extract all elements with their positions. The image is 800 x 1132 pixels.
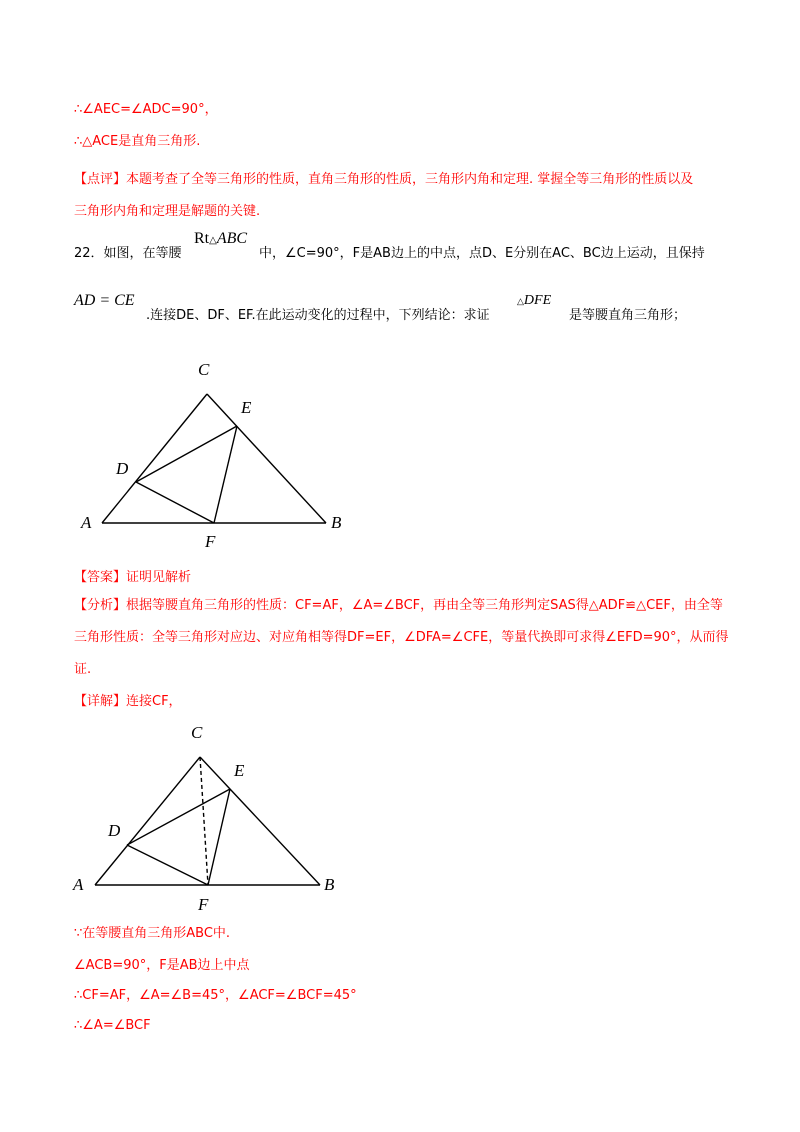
solution-line-4: ∴∠A=∠BCF bbox=[74, 1018, 151, 1033]
fig2-label-a: A bbox=[73, 875, 84, 894]
math-ad-eq-ce: AD = CE bbox=[74, 292, 135, 309]
answer-line: 【答案】证明见解析 bbox=[74, 570, 192, 585]
fig1-label-c: C bbox=[198, 360, 210, 379]
math-triangle-symbol: △ bbox=[209, 235, 217, 246]
problem-line-2-start: .连接DE、DF、EF.在此运动变化的过程中，下列结论：求证 bbox=[146, 308, 490, 323]
analysis-line-2: 三角形性质：全等三角形对应边、对应角相等得DF=EF，∠DFA=∠CFE，等量代换即可求得∠EFD=90°，从而得 bbox=[74, 630, 729, 645]
line-conclusion-right-triangle: ∴△ACE是直角三角形. bbox=[74, 134, 201, 149]
solution-line-2: ∠ACB=90°，F是AB边上中点 bbox=[74, 958, 250, 973]
math-dfe: DFE bbox=[523, 293, 552, 308]
problem-line-1-start: 22．如图，在等腰 bbox=[74, 246, 182, 261]
fig2-segment-df bbox=[127, 845, 208, 885]
fig2-label-d: D bbox=[108, 821, 121, 840]
analysis-line-3: 证. bbox=[74, 662, 92, 677]
math-abc: ABC bbox=[216, 230, 248, 247]
fig1-label-b: B bbox=[331, 513, 342, 532]
fig1-label-e: E bbox=[241, 398, 252, 417]
math-triangle-symbol-2: △ bbox=[517, 296, 524, 306]
solution-line-1: ∵在等腰直角三角形ABC中. bbox=[74, 926, 231, 941]
fig2-label-c: C bbox=[191, 723, 203, 742]
fig2-label-e: E bbox=[234, 761, 245, 780]
line-conclusion-angles: ∴∠AEC=∠ADC=90°， bbox=[74, 102, 218, 117]
problem-line-1-end: 中，∠C=90°，F是AB边上的中点，点D、E分别在AC、BC边上运动，且保持 bbox=[259, 246, 705, 261]
fig2-segment-cb bbox=[200, 757, 320, 885]
fig2-label-b: B bbox=[324, 875, 335, 894]
fig2-label-f: F bbox=[198, 895, 209, 914]
comment-line-1: 【点评】本题考查了全等三角形的性质，直角三角形的性质，三角形内角和定理. 掌握全等三角形的性质以及 bbox=[74, 172, 694, 187]
solution-line-3: ∴CF=AF，∠A=∠B=45°，∠ACF=∠BCF=45° bbox=[74, 988, 357, 1003]
fig1-label-d: D bbox=[116, 459, 129, 478]
fig1-label-a: A bbox=[81, 513, 92, 532]
analysis-line-1: 【分析】根据等腰直角三角形的性质：CF=AF，∠A=∠BCF，再由全等三角形判定SAS得△ADF≌△CEF，由全等 bbox=[74, 598, 723, 613]
fig2-segment-ef bbox=[208, 789, 230, 885]
problem-line-2-end: 是等腰直角三角形； bbox=[569, 308, 687, 323]
detail-line: 【详解】连接CF， bbox=[74, 694, 182, 709]
fig1-label-f: F bbox=[205, 532, 216, 551]
fig2-segment-cf-dashed bbox=[200, 757, 208, 885]
comment-line-2: 三角形内角和定理是解题的关键. bbox=[74, 204, 261, 219]
math-rt: Rt bbox=[194, 230, 210, 247]
fig2-segment-de bbox=[127, 789, 230, 845]
